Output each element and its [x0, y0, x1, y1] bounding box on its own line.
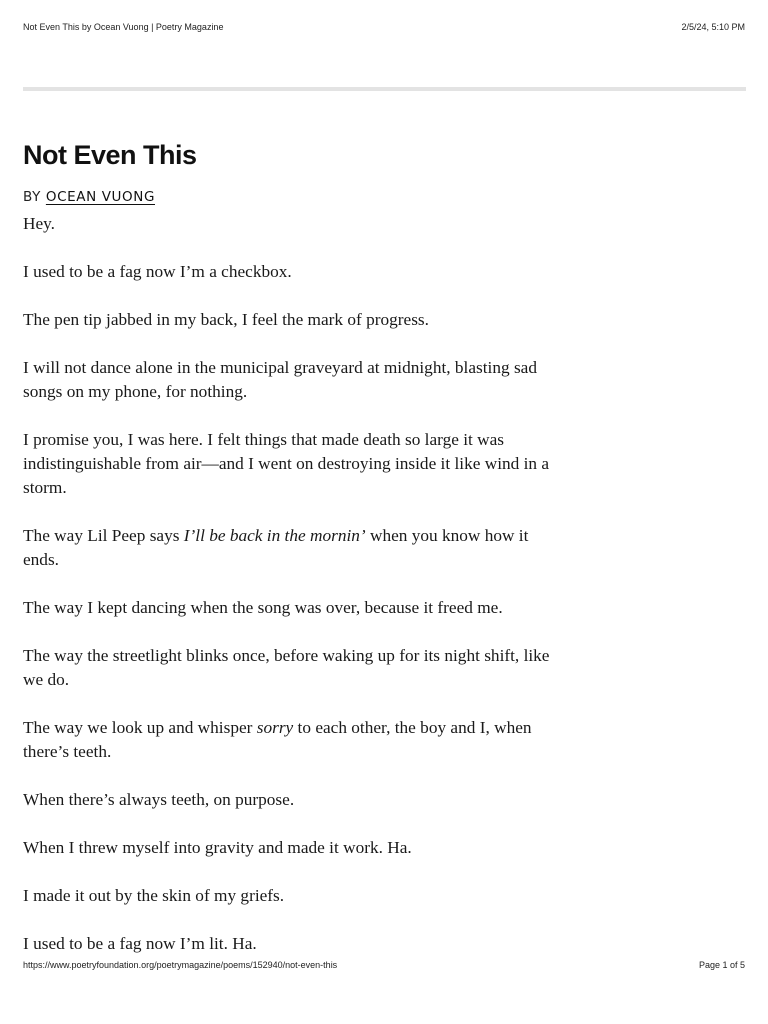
stanza: When there’s always teeth, on purpose. [23, 790, 295, 809]
stanza: The way I kept dancing when the song was over, because it freed me. [23, 598, 503, 617]
poem-body [23, 212, 568, 980]
stanza [23, 524, 568, 572]
stanza-text: The way Lil Peep says [23, 526, 184, 545]
stanza: I made it out by the skin of my griefs. [23, 886, 285, 905]
stanza: The pen tip jabbed in my back, I feel the mark of progress. [23, 310, 429, 329]
stanza: I used to be a fag now I’m lit. Ha. [23, 934, 257, 953]
byline-prefix: BY [23, 189, 41, 205]
stanza: I used to be a fag now I’m a checkbox. [23, 262, 292, 281]
stanza-text: when you know how it ends. [23, 526, 529, 569]
stanza: Hey. [23, 214, 55, 233]
stanza-italic: I’ll be back in the mornin’ [183, 526, 366, 545]
stanza: When I threw myself into gravity and made it work. Ha. [23, 838, 412, 857]
byline [23, 189, 155, 205]
stanza-text: to each other, the boy and I, when there’s teeth. [23, 718, 532, 761]
print-datetime: 2/5/24, 5:10 PM [681, 22, 745, 32]
poem-title: Not Even This [23, 140, 197, 170]
page-indicator: Page 1 of 5 [698, 960, 745, 970]
stanza-italic: sorry [256, 718, 294, 737]
print-page-title: Not Even This by Ocean Vuong | Poetry Magazine [23, 22, 224, 32]
stanza: I will not dance alone in the municipal graveyard at midnight, blasting sad songs on my phone, for nothing. [23, 358, 537, 401]
stanza: I promise you, I was here. I felt things that made death so large it was indistinguishable from air—and I went on destroying inside it like wind in a storm. [23, 430, 550, 497]
stanza [23, 716, 568, 764]
author-link[interactable]: OCEAN VUONG [45, 189, 155, 205]
stanza-text: The way we look up and whisper [23, 718, 257, 737]
page-url: https://www.poetryfoundation.org/poetrymagazine/poems/152940/not-even-this [23, 960, 338, 970]
header-divider [23, 87, 746, 91]
stanza: The way the streetlight blinks once, before waking up for its night shift, like we do. [23, 646, 550, 689]
